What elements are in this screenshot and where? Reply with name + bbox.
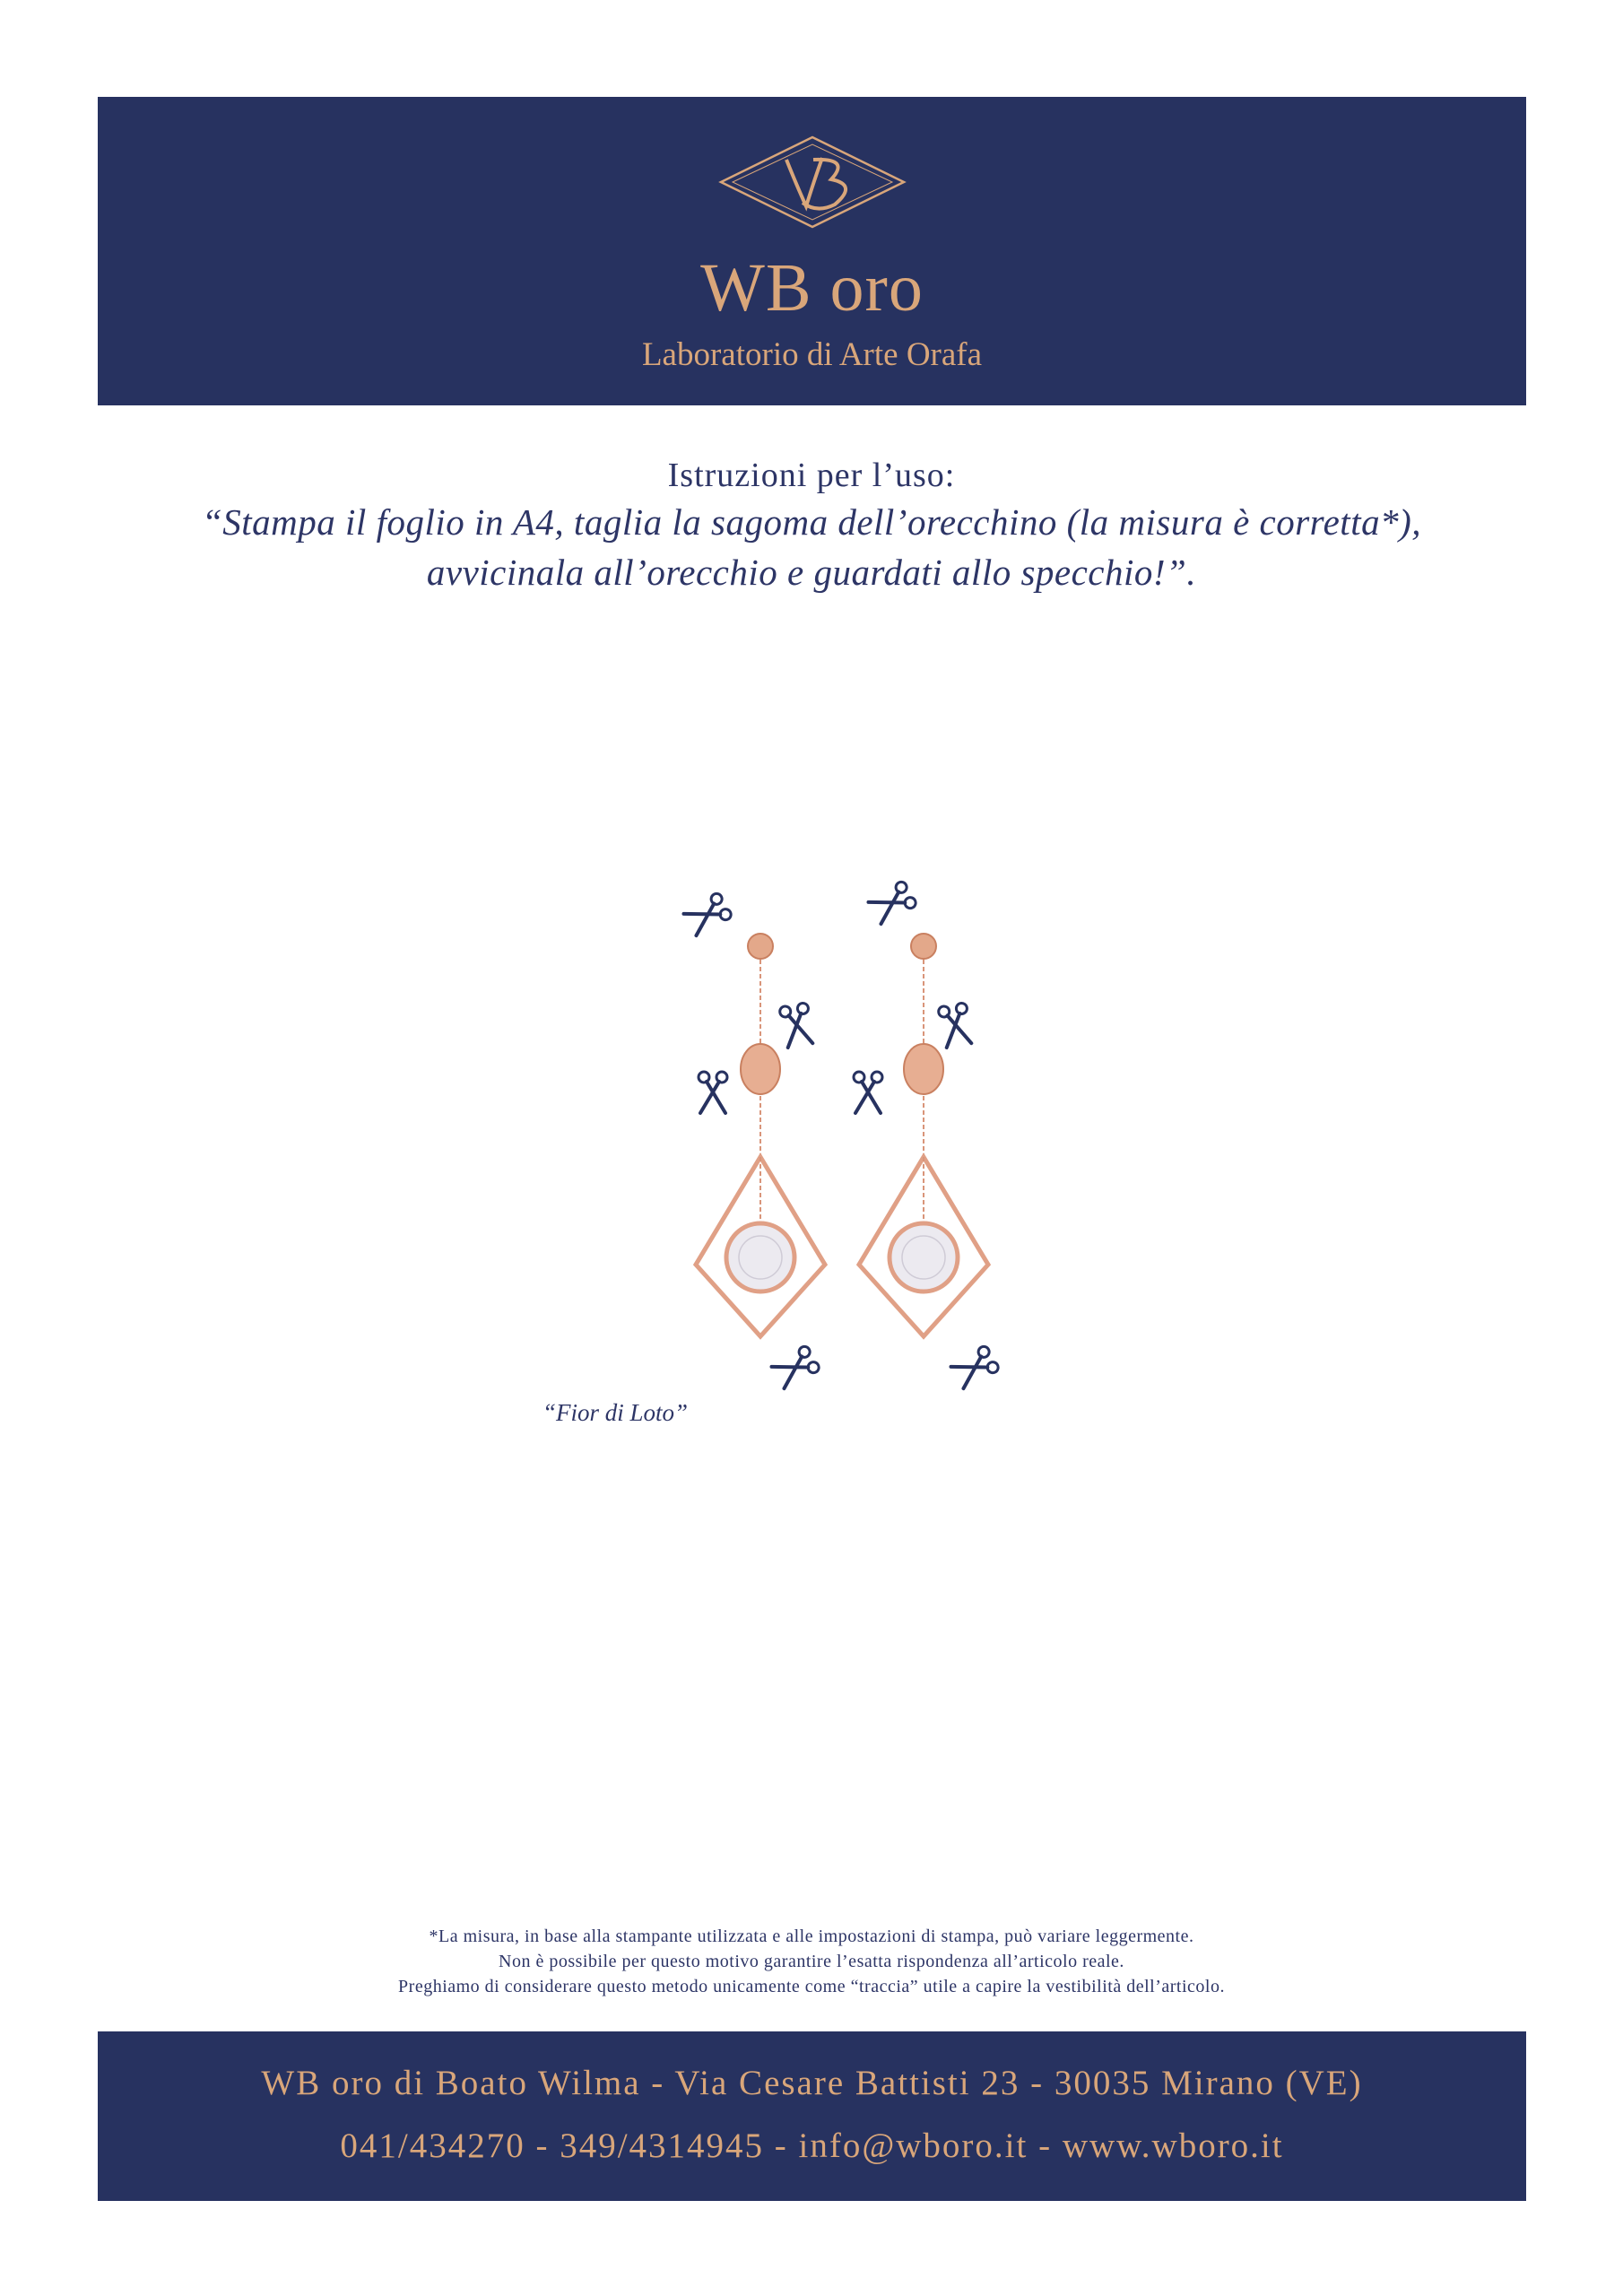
header-band <box>98 97 1526 405</box>
scissors-icon <box>770 1344 820 1390</box>
scissors-icon <box>950 1344 1000 1390</box>
brand-name: WB oro <box>700 250 924 326</box>
scissors-icon <box>854 1072 882 1113</box>
scissors-icon <box>682 891 733 937</box>
scissors-icon <box>699 1072 727 1113</box>
scissors-icon <box>938 1003 974 1048</box>
instructions-line-1: “Stampa il foglio in A4, taglia la sagoma dell’orecchino (la misura è corretta*), <box>201 501 1421 543</box>
disclaimer-line-2: Non è possibile per questo motivo garantire l’esatta rispondenza all’articolo reale. <box>499 1952 1124 1971</box>
disclaimer-line-3: Preghiamo di considerare questo metodo unicamente come “traccia” utile a capire la vestibilità dell’articolo. <box>398 1977 1225 1996</box>
footer-contacts: 041/434270 - 349/4314945 - info@wboro.it - www.wboro.it <box>340 2126 1284 2165</box>
instructions-title: Istruzioni per l’uso: <box>667 457 956 494</box>
footer-band <box>98 2031 1526 2201</box>
scissors-icon <box>867 880 917 926</box>
disclaimer-line-1: *La misura, in base alla stampante utilizzata e alle impostazioni di stampa, può variare leggermente. <box>429 1926 1194 1946</box>
brand-tagline: Laboratorio di Arte Orafa <box>641 336 983 373</box>
earring-illustration <box>664 870 1022 1408</box>
scissors-icon <box>779 1003 815 1048</box>
product-caption: “Fior di Loto” <box>542 1399 689 1426</box>
logo-diamond-icon <box>716 133 908 231</box>
instructions-line-2: avvicinala all’orecchio e guardati allo specchio!”. <box>426 552 1197 593</box>
footer-address: WB oro di Boato Wilma - Via Cesare Battisti 23 - 30035 Mirano (VE) <box>261 2064 1363 2102</box>
